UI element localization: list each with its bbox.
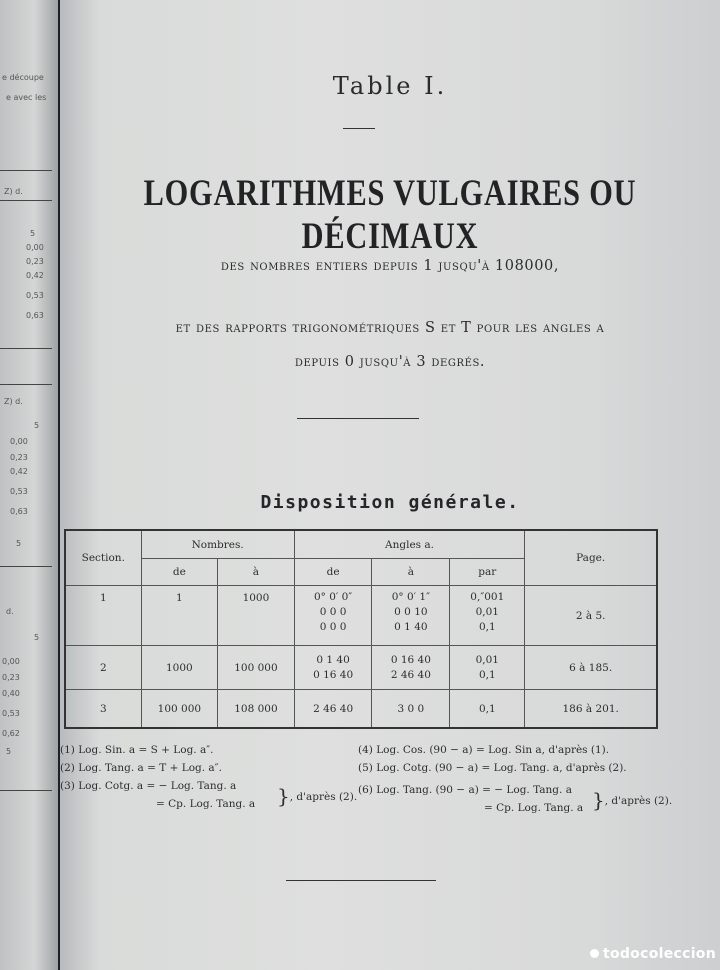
footnote-3-brace: }, d'après (2).: [277, 784, 358, 808]
header-angles-de: de: [294, 559, 372, 586]
footnote-2: (2) Log. Tang. a = T + Log. a″.: [60, 762, 222, 774]
table-label: Table I.: [332, 72, 448, 100]
footnote-3-continued: = Cp. Log. Tang. a: [156, 798, 256, 810]
left-page-rule: [0, 170, 52, 171]
par-value: 0,1: [478, 621, 496, 633]
left-page-text: d.: [6, 607, 14, 616]
left-page-rule: [0, 348, 52, 349]
section-heading: Disposition générale.: [260, 492, 520, 513]
table-row: [66, 690, 657, 728]
disposition-table: [65, 530, 657, 728]
cell-page: 186 à 201.: [525, 690, 657, 728]
angle-value: 0 16 40: [313, 668, 354, 681]
footnote-6-brace: }, d'après (2).: [592, 788, 673, 812]
par-value: 0,01: [475, 653, 499, 666]
header-angles: Angles a.: [294, 531, 525, 559]
watermark-logo: [590, 946, 716, 962]
angle-value: 0 0 10: [394, 606, 428, 618]
footnote-4: (4) Log. Cos. (90 − a) = Log. Sin a, d'après (1).: [358, 744, 610, 756]
cell-par: [450, 586, 525, 646]
cell-page: 6 à 185.: [525, 646, 657, 690]
left-page-text: Z) d.: [4, 187, 23, 196]
footnote-6: (6) Log. Tang. (90 − a) = − Log. Tang. a: [358, 784, 572, 796]
cell-angles-de: [294, 646, 372, 690]
left-page-text: 0,23: [10, 453, 28, 462]
left-facing-page: [0, 0, 58, 970]
cell-angles-a: [372, 646, 450, 690]
header-page: Page.: [525, 531, 657, 586]
left-page-text: 5: [16, 539, 22, 548]
divider-rule: [343, 128, 375, 129]
left-page-text: 0,00: [26, 243, 44, 252]
header-nombres-a: à: [218, 559, 295, 586]
header-nombres: Nombres.: [141, 531, 294, 559]
subtitle-ratios: et des rapports trigonométriques S et T pour les angles a: [175, 320, 605, 336]
header-angles-a: à: [372, 559, 450, 586]
footnote-3: (3) Log. Cotg. a = − Log. Tang. a: [60, 780, 237, 792]
par-value: 0,″001: [470, 591, 505, 603]
left-page-rule: [0, 790, 52, 791]
left-page-rule: [0, 566, 52, 567]
par-value: 0,01: [475, 606, 499, 618]
book-page: [60, 0, 720, 970]
cell-par: [450, 646, 525, 690]
left-page-text: 0,00: [10, 437, 28, 446]
left-page-text: 0,63: [10, 507, 28, 516]
left-page-text: 5: [34, 633, 40, 642]
cell-angles-de: [294, 586, 372, 646]
left-page-text: 5: [34, 421, 40, 430]
left-page-text: 0,23: [26, 257, 44, 266]
main-title: LOGARITHMES VULGAIRES OU DÉCIMAUX: [143, 173, 637, 257]
cell-par: 0,1: [450, 690, 525, 728]
cell-nombres-de: 100 000: [141, 690, 218, 728]
left-page-text: 0,53: [2, 709, 20, 718]
cell-nombres-de: 1: [141, 586, 218, 646]
left-page-text: 0,23: [2, 673, 20, 682]
left-page-text: 0,42: [10, 467, 28, 476]
footnote-1: (1) Log. Sin. a = S + Log. a″.: [60, 744, 214, 756]
header-nombres-de: de: [141, 559, 218, 586]
left-page-text: 5: [30, 229, 36, 238]
angle-value: 2 46 40: [390, 668, 431, 681]
cell-nombres-de: 1000: [141, 646, 218, 690]
table-row: [66, 646, 657, 690]
left-page-text: 0,40: [2, 689, 20, 698]
cell-section: 3: [66, 690, 142, 728]
footnote-6-continued: = Cp. Log. Tang. a: [484, 802, 584, 814]
watermark-dot-icon: [590, 949, 599, 958]
angle-value: 0 1 40: [394, 621, 428, 633]
footnote-5: (5) Log. Cotg. (90 − a) = Log. Tang. a, d'après (2).: [358, 762, 627, 774]
left-page-text: 0,53: [10, 487, 28, 496]
angle-value: 0 0 0: [319, 606, 347, 618]
cell-page: 2 à 5.: [525, 586, 657, 646]
left-page-text: 0,53: [26, 291, 44, 300]
cell-angles-de: 2 46 40: [294, 690, 372, 728]
footnote-6-ref: , d'après (2).: [604, 794, 673, 807]
cell-section: 2: [66, 646, 142, 690]
left-page-text: 0,00: [2, 657, 20, 666]
left-page-text: 0,63: [26, 311, 44, 320]
left-page-text: 5: [6, 747, 12, 756]
table-row: [66, 586, 657, 646]
cell-nombres-a: 1000: [218, 586, 295, 646]
left-page-rule: [0, 200, 52, 201]
subtitle-numbers: des nombres entiers depuis 1 jusqu'à 108000,: [220, 258, 560, 274]
angle-value: 0 0 0: [319, 621, 347, 633]
footnote-3-ref: , d'après (2).: [289, 790, 358, 803]
cell-angles-a: 3 0 0: [372, 690, 450, 728]
cell-angles-a: [372, 586, 450, 646]
cell-section: 1: [66, 586, 142, 646]
left-page-text: 0,42: [26, 271, 44, 280]
angle-value: 0° 0′ 0″: [313, 591, 353, 603]
watermark-text: todocoleccion: [602, 946, 716, 962]
bottom-rule: [286, 880, 436, 881]
left-page-text: Z) d.: [4, 397, 23, 406]
left-page-text: e avec les: [6, 93, 47, 102]
left-page-text: e découpe: [2, 73, 44, 82]
header-angles-par: par: [450, 559, 525, 586]
cell-nombres-a: 100 000: [218, 646, 295, 690]
divider-rule: [297, 418, 419, 419]
subtitle-degrees: depuis 0 jusqu'à 3 degrés.: [294, 354, 486, 370]
angle-value: 0 16 40: [390, 653, 431, 666]
left-page-rule: [0, 384, 52, 385]
angle-value: 0 1 40: [316, 653, 350, 666]
left-page-text: 0,62: [2, 729, 20, 738]
par-value: 0,1: [478, 668, 496, 681]
header-section: Section.: [66, 531, 142, 586]
cell-nombres-a: 108 000: [218, 690, 295, 728]
angle-value: 0° 0′ 1″: [391, 591, 430, 603]
